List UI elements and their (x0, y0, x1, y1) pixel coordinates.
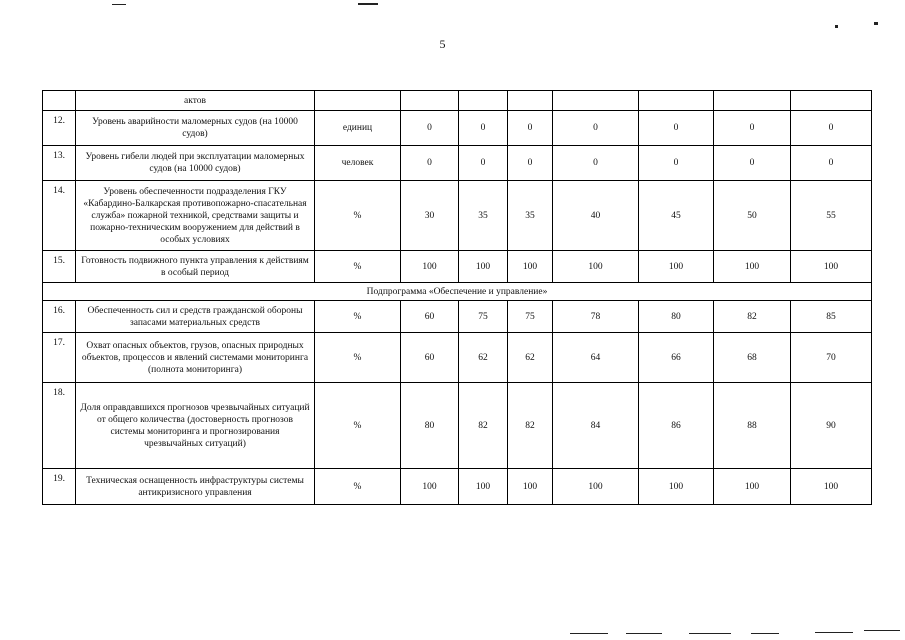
table-row (43, 333, 872, 383)
value-cell: 100 (639, 469, 714, 505)
indicator-name: Доля оправдавшихся прогнозов чрезвычайных ситуаций от общего количества (достоверность прогнозов системы мониторинга и прогнозирования чрезвычайных ситуаций) (76, 383, 315, 469)
value-cell: 35 (508, 181, 553, 251)
scan-mark-bottom-1 (570, 633, 608, 634)
value-cell: 66 (639, 333, 714, 383)
row-number: 14. (43, 181, 76, 251)
value-cell: 64 (553, 333, 639, 383)
value-cell: 100 (639, 251, 714, 283)
table-row (43, 383, 872, 469)
num-cell (43, 91, 76, 111)
value-cell: 0 (459, 111, 508, 146)
value-cell: 82 (459, 383, 508, 469)
value-cell: 0 (714, 146, 791, 181)
unit: % (315, 301, 401, 333)
value-cell: 0 (791, 146, 872, 181)
indicator-name: Охват опасных объектов, грузов, опасных природных объектов, процессов и явлений системами мониторинга (полнота мониторинга) (76, 333, 315, 383)
value-cell (508, 91, 553, 111)
section-title: Подпрограмма «Обеспечение и управление» (43, 283, 872, 301)
value-cell: 55 (791, 181, 872, 251)
unit-cell (315, 91, 401, 111)
page-number: 5 (439, 37, 446, 51)
value-cell: 0 (639, 111, 714, 146)
value-cell: 0 (791, 111, 872, 146)
value-cell: 0 (401, 146, 459, 181)
value-cell: 80 (401, 383, 459, 469)
scan-mark-top-left (112, 4, 126, 5)
table-row (43, 146, 872, 181)
table-row (43, 251, 872, 283)
unit: человек (315, 146, 401, 181)
value-cell: 0 (553, 111, 639, 146)
value-cell (459, 91, 508, 111)
value-cell: 0 (714, 111, 791, 146)
scan-mark-bottom-6 (864, 630, 900, 631)
row-number: 19. (43, 469, 76, 505)
value-cell: 70 (791, 333, 872, 383)
scan-mark-bottom-4 (751, 633, 779, 634)
row-number: 13. (43, 146, 76, 181)
value-cell: 84 (553, 383, 639, 469)
table-row (43, 111, 872, 146)
value-cell: 0 (553, 146, 639, 181)
value-cell (553, 91, 639, 111)
row-number: 16. (43, 301, 76, 333)
row-number: 17. (43, 333, 76, 383)
unit: % (315, 181, 401, 251)
unit: единиц (315, 111, 401, 146)
value-cell: 100 (714, 251, 791, 283)
scan-mark-bottom-2 (626, 633, 662, 634)
indicator-name: Уровень аварийности маломерных судов (на 10000 судов) (76, 111, 315, 146)
unit: % (315, 251, 401, 283)
scan-mark-top-middle (358, 3, 378, 5)
value-cell: 0 (508, 146, 553, 181)
value-cell: 100 (401, 251, 459, 283)
value-cell (714, 91, 791, 111)
scan-mark-top-right-dot (835, 25, 838, 28)
indicator-name: Готовность подвижного пункта управления к действиям в особый период (76, 251, 315, 283)
value-cell: 85 (791, 301, 872, 333)
row-number: 18. (43, 383, 76, 469)
value-cell: 68 (714, 333, 791, 383)
unit: % (315, 469, 401, 505)
value-cell: 100 (714, 469, 791, 505)
value-cell: 90 (791, 383, 872, 469)
value-cell: 30 (401, 181, 459, 251)
value-cell: 62 (508, 333, 553, 383)
value-cell: 62 (459, 333, 508, 383)
scan-mark-bottom-3 (689, 633, 731, 634)
value-cell: 35 (459, 181, 508, 251)
value-cell (401, 91, 459, 111)
table-row (43, 181, 872, 251)
value-cell: 100 (553, 251, 639, 283)
indicator-name: Уровень обеспеченности подразделения ГКУ «Кабардино-Балкарская противопожарно-спасательная служба» пожарной техникой, средствами защиты и пожарно-техническим вооружением для действий в особых условиях (76, 181, 315, 251)
value-cell: 0 (508, 111, 553, 146)
row-number: 12. (43, 111, 76, 146)
value-cell: 100 (401, 469, 459, 505)
value-cell: 60 (401, 333, 459, 383)
value-cell: 82 (714, 301, 791, 333)
value-cell: 75 (508, 301, 553, 333)
section-row (43, 283, 872, 301)
indicator-name: Обеспеченность сил и средств гражданской обороны запасами материальных средств (76, 301, 315, 333)
value-cell: 100 (508, 251, 553, 283)
indicator-name: Техническая оснащенность инфраструктуры системы антикризисного управления (76, 469, 315, 505)
value-cell: 100 (459, 251, 508, 283)
scan-mark-top-right (874, 22, 878, 25)
value-cell: 88 (714, 383, 791, 469)
value-cell: 100 (791, 251, 872, 283)
table-row (43, 469, 872, 505)
value-cell: 50 (714, 181, 791, 251)
value-cell: 100 (791, 469, 872, 505)
value-cell (639, 91, 714, 111)
value-cell: 86 (639, 383, 714, 469)
value-cell: 75 (459, 301, 508, 333)
value-cell: 0 (459, 146, 508, 181)
value-cell: 100 (459, 469, 508, 505)
value-cell: 0 (401, 111, 459, 146)
unit: % (315, 333, 401, 383)
indicator-name-cell: актов (76, 91, 315, 111)
value-cell: 40 (553, 181, 639, 251)
value-cell: 82 (508, 383, 553, 469)
value-cell: 0 (639, 146, 714, 181)
unit: % (315, 383, 401, 469)
value-cell (791, 91, 872, 111)
indicator-name: Уровень гибели людей при эксплуатации маломерных судов (на 10000 судов) (76, 146, 315, 181)
value-cell: 80 (639, 301, 714, 333)
indicators-table (42, 90, 872, 505)
value-cell: 45 (639, 181, 714, 251)
value-cell: 100 (553, 469, 639, 505)
scan-mark-bottom-5 (815, 632, 853, 633)
row-number: 15. (43, 251, 76, 283)
value-cell: 60 (401, 301, 459, 333)
table-row (43, 301, 872, 333)
value-cell: 78 (553, 301, 639, 333)
table-row-top (43, 91, 872, 111)
value-cell: 100 (508, 469, 553, 505)
